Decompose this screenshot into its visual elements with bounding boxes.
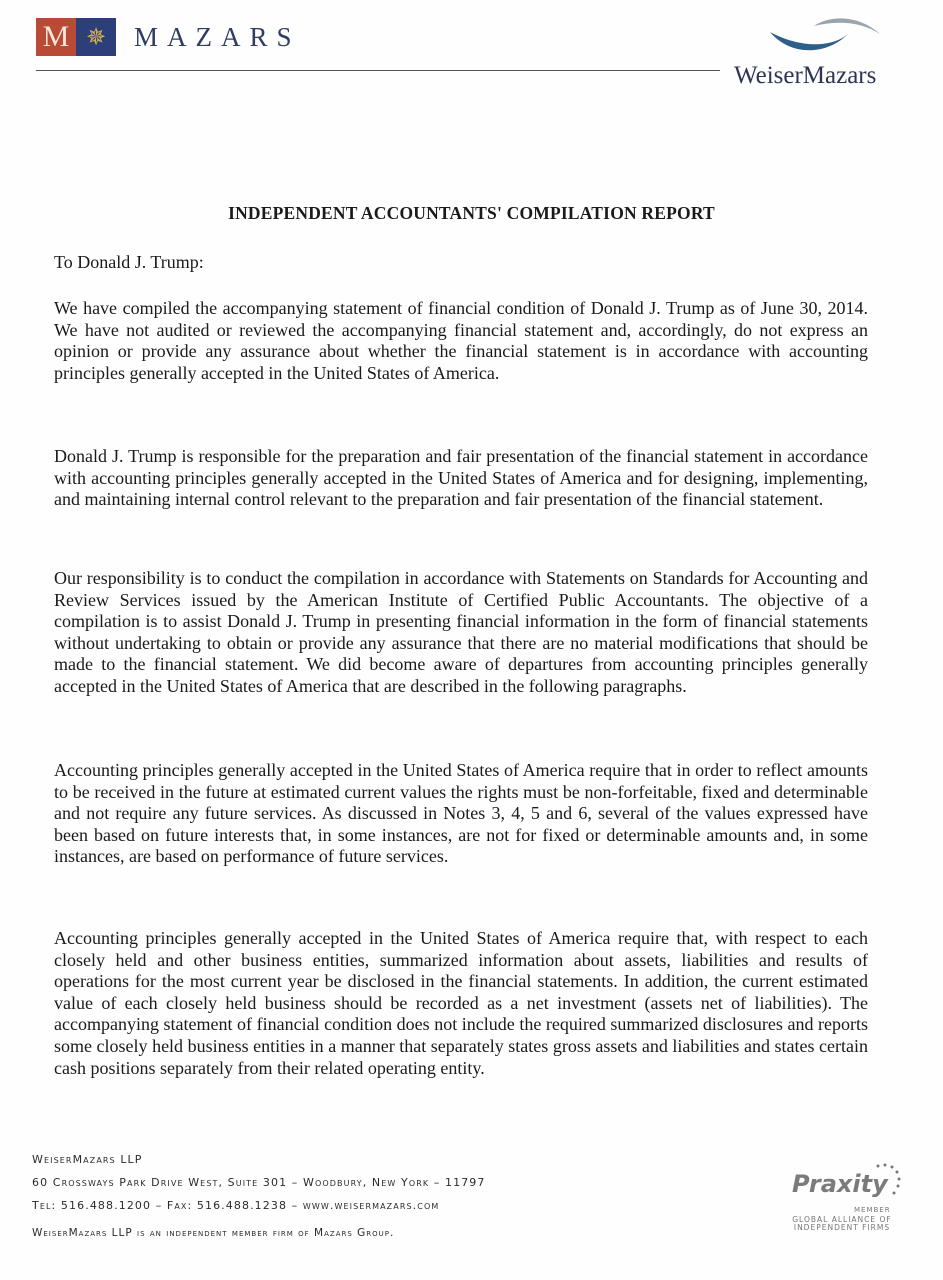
- weisermazars-logo: [728, 16, 918, 96]
- footer-address: 60 Crossways Park Drive West, Suite 301 – Woodbury, New York – 11797: [32, 1176, 486, 1189]
- paragraph-departures-future-interests: Accounting principles generally accepted in the United States of America require that in order to reflect amounts to be received in the future at estimated current values the rights must be non-forfeitable, fixed and determinable and not require any future services. As discussed in Notes 3, 4, 5 and 6, several of the values expressed have been based on future interests that, in some instances, are not for fixed or determinable amounts and, in some instances, are based on performance of future services.: [54, 760, 868, 867]
- footer-contact: [32, 1148, 486, 1217]
- swoosh-icon: [768, 16, 888, 60]
- header-rule: [36, 70, 720, 71]
- weisermazars-wordmark: WeiserMazars: [734, 62, 877, 89]
- mazars-logo: [36, 18, 301, 56]
- praxity-member-label: MEMBER: [854, 1206, 891, 1214]
- footer-firm-name: WeiserMazars LLP: [32, 1153, 143, 1166]
- mazars-star-icon: ✵: [76, 18, 116, 56]
- report-title: INDEPENDENT ACCOUNTANTS' COMPILATION REPORT: [228, 203, 715, 223]
- paragraph-accountant-responsibility: Our responsibility is to conduct the compilation in accordance with Statements on Standards for Accounting and Review Services issued by the American Institute of Certified Public Accountants. The objective of a compilation is to assist Donald J. Trump in presenting financial information in the form of financial statements without undertaking to obtain or provide any assurance that there are no material modifications that should be made to the financial statement. We did become aware of departures from accounting principles generally accepted in the United States of America that are described in the following paragraphs.: [54, 568, 868, 696]
- mazars-emblem: [36, 18, 116, 56]
- mazars-wordmark: MAZARS: [134, 21, 301, 52]
- paragraph-management-responsibility: Donald J. Trump is responsible for the preparation and fair presentation of the financial statement in accordance with accounting principles generally accepted in the United States of America and for designing, implementing, and maintaining internal control relevant to the preparation and fair presentation of the financial statement.: [54, 446, 868, 510]
- praxity-wordmark: Praxity: [792, 1170, 888, 1198]
- praxity-logo: [786, 1162, 906, 1262]
- paragraph-compilation-scope: We have compiled the accompanying statement of financial condition of Donald J. Trump as of June 30, 2014. We have not audited or reviewed the accompanying financial statement and, accordingly, do not express an opinion or provide any assurance about whether the financial statement is in accordance with accounting principles generally accepted in the United States of America.: [54, 298, 868, 383]
- praxity-tagline: GLOBAL ALLIANCE OF INDEPENDENT FIRMS: [792, 1215, 892, 1232]
- mazars-monogram: M: [36, 18, 76, 56]
- footer-member-note: WeiserMazars LLP is an independent member firm of Mazars Group.: [32, 1227, 395, 1239]
- paragraph-departures-closely-held: Accounting principles generally accepted in the United States of America require that, with respect to each closely held and other business entities, summarized information about assets, liabilities and results of operations for the most current year be disclosed in the financial statements. In addition, the current estimated value of each closely held business should be recorded as a net investment (assets net of liabilities). The accompanying statement of financial condition does not include the required summarized disclosures and reports some closely held business entities in a manner that separately states gross assets and liabilities and states certain cash positions separately from their related operating entity.: [54, 928, 868, 1078]
- salutation: To Donald J. Trump:: [54, 252, 204, 272]
- footer-phone-fax-web: Tel: 516.488.1200 – Fax: 516.488.1238 – www.weisermazars.com: [32, 1199, 440, 1212]
